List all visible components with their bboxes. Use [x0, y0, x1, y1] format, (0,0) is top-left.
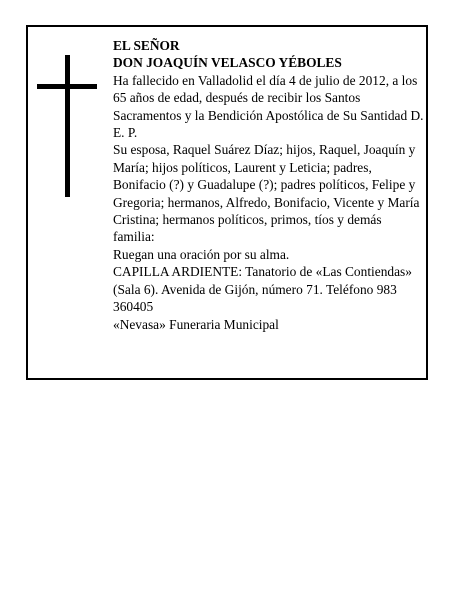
family-list: Su esposa, Raquel Suárez Díaz; hijos, Raquel, Joaquín y María; hijos políticos, Laurent y Leticia; padres, Bonifacio (?) y Guadalupe (?); padres políticos, Felipe y Gregoria; hermanos, Alfredo, Bonifacio, Vicente y María Cristina; hermanos políticos, primos, tíos y demás familia:	[113, 142, 420, 245]
obituary-text	[113, 37, 425, 333]
chapel-info: CAPILLA ARDIENTE: Tanatorio de «Las Contiendas» (Sala 6). Avenida de Gijón, número 71. Teléfono 983 360405	[113, 264, 412, 315]
title-line-1: EL SEÑOR	[113, 38, 180, 53]
death-announcement: Ha fallecido en Valladolid el día 4 de julio de 2012, a los 65 años de edad, después de recibir los Santos Sacramentos y la Bendición Apostólica de Su Santidad D. E. P.	[113, 72, 424, 141]
cross-vertical-bar	[65, 55, 70, 197]
cross-horizontal-bar	[37, 84, 97, 89]
deceased-name: DON JOAQUÍN VELASCO YÉBOLES	[113, 55, 342, 71]
funeral-home: «Nevasa» Funeraria Municipal	[113, 316, 279, 332]
prayer-request: Ruegan una oración por su alma.	[113, 246, 290, 262]
